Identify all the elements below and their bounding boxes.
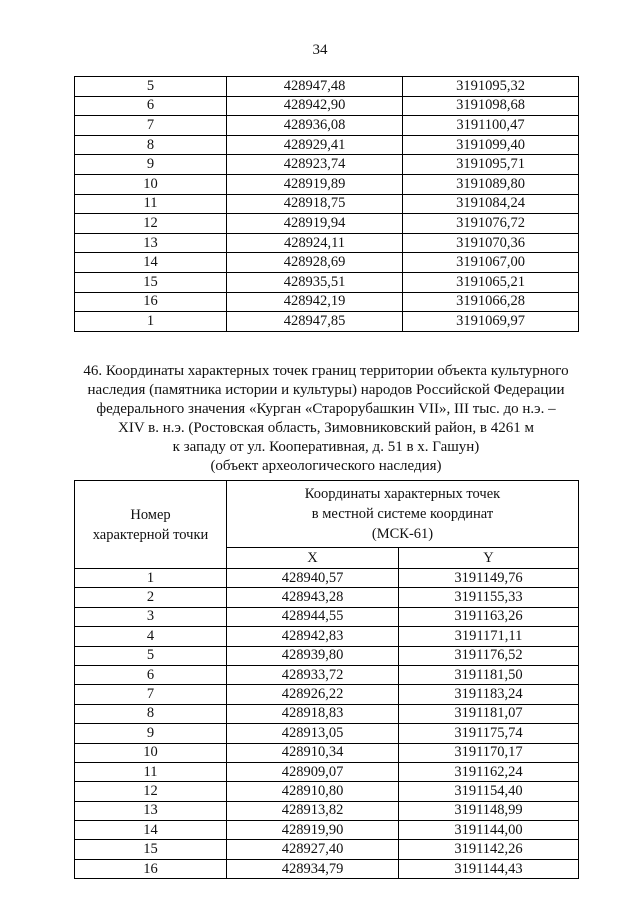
table-row (75, 194, 579, 214)
x-coordinate-cell: 428929,41 (227, 135, 403, 155)
coordinates-table-body (75, 77, 579, 332)
y-coordinate-cell: 3191170,17 (399, 743, 579, 762)
y-coordinate-cell: 3191100,47 (403, 116, 579, 136)
section-heading (70, 362, 582, 476)
x-coordinate-cell: 428947,48 (227, 77, 403, 97)
x-coordinate-cell: 428923,74 (227, 155, 403, 175)
table-row (75, 743, 579, 762)
y-coordinate-cell: 3191144,00 (399, 821, 579, 840)
point-number-cell: 13 (75, 801, 227, 820)
table-row (75, 607, 579, 626)
table-row (75, 840, 579, 859)
y-coordinate-cell: 3191163,26 (399, 607, 579, 626)
section-heading-line: (объект археологического наследия) (210, 458, 442, 474)
section-heading-line: федерального значения «Курган «Старорубашкин VII», III тыс. до н.э. – (96, 401, 556, 417)
table-row (75, 801, 579, 820)
x-coordinate-cell: 428928,69 (227, 253, 403, 273)
page-number: 34 (312, 42, 328, 58)
y-coordinate-cell: 3191176,52 (399, 646, 579, 665)
table-row (75, 782, 579, 801)
y-coordinate-cell: 3191095,32 (403, 77, 579, 97)
point-number-cell: 15 (75, 840, 227, 859)
y-coordinate-cell: 3191171,11 (399, 627, 579, 646)
point-number-cell: 11 (75, 194, 227, 214)
y-coordinate-cell: 3191175,74 (399, 724, 579, 743)
table-row (75, 174, 579, 194)
y-coordinate-cell: 3191089,80 (403, 174, 579, 194)
point-number-cell: 8 (75, 704, 227, 723)
x-coordinate-cell: 428943,28 (227, 588, 399, 607)
table-row (75, 762, 579, 781)
x-coordinate-cell: 428935,51 (227, 272, 403, 292)
header-point-number (75, 481, 227, 569)
y-coordinate-cell: 3191070,36 (403, 233, 579, 253)
coordinates-table-body (75, 569, 579, 879)
table-row (75, 724, 579, 743)
y-coordinate-cell: 3191149,76 (399, 569, 579, 588)
header-coord-line1: Координаты характерных точек (304, 486, 501, 502)
table-row (75, 214, 579, 234)
y-coordinate-cell: 3191067,00 (403, 253, 579, 273)
point-number-cell: 16 (75, 292, 227, 312)
x-coordinate-cell: 428934,79 (227, 859, 399, 878)
header-x: X (227, 548, 399, 569)
y-coordinate-cell: 3191154,40 (399, 782, 579, 801)
coordinates-table-continued (74, 76, 579, 332)
point-number-cell: 10 (75, 174, 227, 194)
x-coordinate-cell: 428919,94 (227, 214, 403, 234)
y-coordinate-cell: 3191148,99 (399, 801, 579, 820)
table-row (75, 233, 579, 253)
x-coordinate-cell: 428942,19 (227, 292, 403, 312)
y-coordinate-cell: 3191181,50 (399, 665, 579, 684)
x-coordinate-cell: 428933,72 (227, 665, 399, 684)
table-row (75, 704, 579, 723)
header-point-line1: Номер (130, 506, 171, 523)
y-coordinate-cell: 3191183,24 (399, 685, 579, 704)
section-heading-line: наследия (памятника истории и культуры) народов Российской Федерации (87, 382, 565, 398)
table-row (75, 155, 579, 175)
x-coordinate-cell: 428910,34 (227, 743, 399, 762)
point-number-cell: 14 (75, 821, 227, 840)
table-row (75, 646, 579, 665)
table-row (75, 96, 579, 116)
point-number-cell: 12 (75, 782, 227, 801)
point-number-cell: 16 (75, 859, 227, 878)
point-number-cell: 3 (75, 607, 227, 626)
table-row (75, 77, 579, 97)
table-row (75, 569, 579, 588)
point-number-cell: 13 (75, 233, 227, 253)
x-coordinate-cell: 428939,80 (227, 646, 399, 665)
point-number-cell: 6 (75, 96, 227, 116)
header-coord-line2: в местной системе координат (311, 506, 494, 522)
y-coordinate-cell: 3191065,21 (403, 272, 579, 292)
x-coordinate-cell: 428927,40 (227, 840, 399, 859)
x-coordinate-cell: 428940,57 (227, 569, 399, 588)
table-row (75, 292, 579, 312)
table-row (75, 821, 579, 840)
y-coordinate-cell: 3191099,40 (403, 135, 579, 155)
point-number-cell: 5 (75, 77, 227, 97)
x-coordinate-cell: 428918,83 (227, 704, 399, 723)
point-number-cell: 2 (75, 588, 227, 607)
x-coordinate-cell: 428936,08 (227, 116, 403, 136)
header-point-line2: характерной точки (92, 526, 209, 543)
y-coordinate-cell: 3191084,24 (403, 194, 579, 214)
table-row (75, 685, 579, 704)
point-number-cell: 10 (75, 743, 227, 762)
x-coordinate-cell: 428924,11 (227, 233, 403, 253)
x-coordinate-cell: 428919,89 (227, 174, 403, 194)
table-row (75, 312, 579, 332)
point-number-cell: 11 (75, 762, 227, 781)
y-coordinate-cell: 3191076,72 (403, 214, 579, 234)
point-number-cell: 4 (75, 627, 227, 646)
x-coordinate-cell: 428913,05 (227, 724, 399, 743)
coordinates-table (74, 480, 579, 879)
point-number-cell: 9 (75, 155, 227, 175)
y-coordinate-cell: 3191162,24 (399, 762, 579, 781)
section-heading-line: к западу от ул. Кооперативная, д. 51 в х. Гашун) (172, 439, 480, 455)
point-number-cell: 7 (75, 116, 227, 136)
header-coord-line3: (МСК-61) (371, 526, 434, 542)
point-number-cell: 5 (75, 646, 227, 665)
point-number-cell: 14 (75, 253, 227, 273)
x-coordinate-cell: 428910,80 (227, 782, 399, 801)
point-number-cell: 9 (75, 724, 227, 743)
table-row (75, 859, 579, 878)
point-number-cell: 8 (75, 135, 227, 155)
x-coordinate-cell: 428909,07 (227, 762, 399, 781)
y-coordinate-cell: 3191142,26 (399, 840, 579, 859)
point-number-cell: 1 (75, 312, 227, 332)
y-coordinate-cell: 3191144,43 (399, 859, 579, 878)
x-coordinate-cell: 428918,75 (227, 194, 403, 214)
section-heading-line: XIV в. н.э. (Ростовская область, Зимовниковский район, в 4261 м (118, 420, 534, 436)
y-coordinate-cell: 3191066,28 (403, 292, 579, 312)
y-coordinate-cell: 3191069,97 (403, 312, 579, 332)
table-row (75, 135, 579, 155)
table-row (75, 116, 579, 136)
y-coordinate-cell: 3191181,07 (399, 704, 579, 723)
table-row (75, 665, 579, 684)
y-coordinate-cell: 3191155,33 (399, 588, 579, 607)
table-row (75, 627, 579, 646)
x-coordinate-cell: 428942,83 (227, 627, 399, 646)
y-coordinate-cell: 3191098,68 (403, 96, 579, 116)
table-row (75, 272, 579, 292)
x-coordinate-cell: 428926,22 (227, 685, 399, 704)
point-number-cell: 6 (75, 665, 227, 684)
point-number-cell: 12 (75, 214, 227, 234)
point-number-cell: 15 (75, 272, 227, 292)
header-coordinates (227, 481, 579, 548)
table-row (75, 588, 579, 607)
x-coordinate-cell: 428919,90 (227, 821, 399, 840)
x-coordinate-cell: 428913,82 (227, 801, 399, 820)
section-heading-line: 46. Координаты характерных точек границ территории объекта культурного (83, 363, 569, 379)
point-number-cell: 1 (75, 569, 227, 588)
y-coordinate-cell: 3191095,71 (403, 155, 579, 175)
x-coordinate-cell: 428944,55 (227, 607, 399, 626)
point-number-cell: 7 (75, 685, 227, 704)
x-coordinate-cell: 428942,90 (227, 96, 403, 116)
header-y: Y (399, 548, 579, 569)
x-coordinate-cell: 428947,85 (227, 312, 403, 332)
table-row (75, 253, 579, 273)
